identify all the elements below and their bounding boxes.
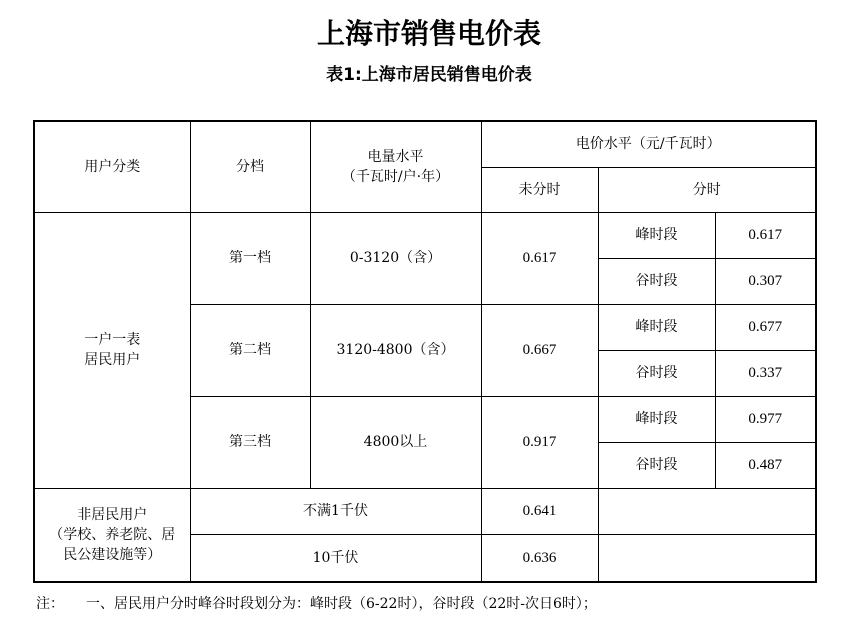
nonresident-category-line3: 民公建设施等） <box>63 546 162 563</box>
nonresident-untimed-price: 0.641 <box>481 488 598 534</box>
nonresident-untimed-price: 0.636 <box>481 534 598 582</box>
footnote-lead: 注： <box>36 596 64 612</box>
footnote <box>36 594 597 614</box>
table-row <box>34 212 816 258</box>
footnote-text: 一、居民用户分时峰谷时段划分为：峰时段（6-22时），谷时段（22时-次日6时）； <box>86 596 597 612</box>
table-row <box>34 488 816 534</box>
header-usage-line2: （千瓦时/户·年） <box>341 168 450 185</box>
peak-label: 峰时段 <box>598 396 715 442</box>
peak-label: 峰时段 <box>598 212 715 258</box>
header-category: 用户分类 <box>34 121 190 212</box>
header-untimed: 未分时 <box>481 167 598 212</box>
nonresident-category <box>34 488 190 582</box>
peak-label: 峰时段 <box>598 304 715 350</box>
header-tier: 分档 <box>190 121 310 212</box>
tier-usage: 3120-4800（含） <box>310 304 481 396</box>
nonresident-timed-empty <box>598 488 816 534</box>
tier-usage: 4800以上 <box>310 396 481 488</box>
valley-price: 0.307 <box>715 258 816 304</box>
header-timed: 分时 <box>598 167 816 212</box>
nonresident-category-line1: 非居民用户 <box>77 506 148 523</box>
header-usage <box>310 121 481 212</box>
resident-category <box>34 212 190 488</box>
valley-label: 谷时段 <box>598 350 715 396</box>
tier-name: 第一档 <box>190 212 310 304</box>
valley-price: 0.337 <box>715 350 816 396</box>
tier-name: 第二档 <box>190 304 310 396</box>
peak-price: 0.677 <box>715 304 816 350</box>
valley-label: 谷时段 <box>598 258 715 304</box>
tier-name: 第三档 <box>190 396 310 488</box>
table-caption: 表1:上海市居民销售电价表 <box>326 65 532 85</box>
tier-untimed-price: 0.617 <box>481 212 598 304</box>
resident-category-line1: 一户一表 <box>84 332 141 348</box>
price-table <box>33 120 817 583</box>
voltage-level: 不满1千伏 <box>190 488 481 534</box>
tier-untimed-price: 0.917 <box>481 396 598 488</box>
peak-price: 0.977 <box>715 396 816 442</box>
tier-usage: 0-3120（含） <box>310 212 481 304</box>
nonresident-timed-empty <box>598 534 816 582</box>
peak-price: 0.617 <box>715 212 816 258</box>
resident-category-line2: 居民用户 <box>84 352 141 368</box>
header-usage-line1: 电量水平 <box>367 148 424 165</box>
nonresident-category-line2: （学校、养老院、居 <box>49 526 176 543</box>
tier-untimed-price: 0.667 <box>481 304 598 396</box>
valley-price: 0.487 <box>715 442 816 488</box>
header-price: 电价水平（元/千瓦时） <box>481 121 816 167</box>
page-title: 上海市销售电价表 <box>316 17 541 50</box>
voltage-level: 10千伏 <box>190 534 481 582</box>
valley-label: 谷时段 <box>598 442 715 488</box>
